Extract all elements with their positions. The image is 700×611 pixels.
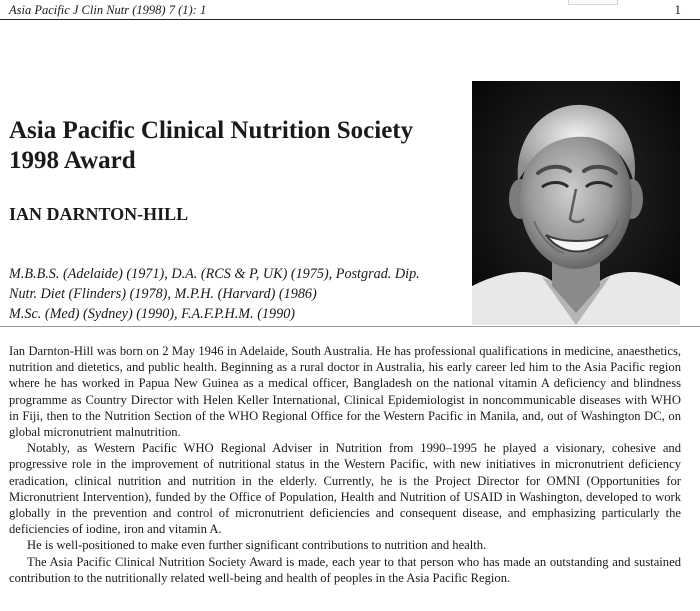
body-paragraph: Ian Darnton-Hill was born on 2 May 1946 in Adelaide, South Australia. He has professional qualifications in medicine, anaesthetics, nutrition and dietetics, and public health. Beginning as a rural doctor in Australia, his early career led him to the Asia Pacific region where he has worked in Papua New Guinea as a medical officer, Bangladesh on the national vitamin A deficiency and blindness programme as Country Director with Helen Keller International, Clinical Epidemiologist in noncommunicable diseases with WHO in Fiji, then to the Nutrition Section of the WHO Regional Office for the Western Pacific in Manila, and, out of Washington DC, on global micronutrient malnutrition. bbox=[9, 344, 681, 440]
qualification-line: M.Sc. (Med) (Sydney) (1990), F.A.F.P.H.M. (1990) bbox=[9, 306, 296, 322]
title-line: 1998 Award bbox=[9, 147, 136, 174]
article-title bbox=[9, 116, 459, 176]
running-head-citation: Asia Pacific J Clin Nutr (1998) 7 (1): 1 bbox=[9, 3, 207, 17]
page-number: 1 bbox=[674, 2, 681, 17]
portrait-photo bbox=[472, 81, 680, 325]
scan-artifact bbox=[568, 0, 618, 5]
body-paragraph: He is well-positioned to make even further significant contributions to nutrition and health. bbox=[27, 538, 487, 553]
qualification-line: Nutr. Diet (Flinders) (1978), M.P.H. (Harvard) (1986) bbox=[9, 286, 317, 302]
author-name: IAN DARNTON-HILL bbox=[9, 204, 189, 224]
qualifications bbox=[9, 264, 469, 324]
portrait-illustration bbox=[472, 81, 680, 325]
header-rule bbox=[0, 19, 700, 20]
body-paragraph: Notably, as Western Pacific WHO Regional Adviser in Nutrition from 1990–1995 he played a visionary, cohesive and progressive role in the improvement of nutritional status in the Western Pacific, with new initiatives in micronutrient deficiency eradication, clinical nutrition and nutrition in the elderly. Currently, he is the Project Director for OMNI (Opportunities for Micronutrient Intervention), funded by the Office of Population, Health and Nutrition of USAID in Washington, developed to work globally in the prevention and control of micronutrient deficiencies and consequent disease, and emphasizing particularly the deficiencies of iodine, iron and vitamin A. bbox=[9, 441, 681, 537]
article-body bbox=[9, 343, 681, 586]
body-paragraph: The Asia Pacific Clinical Nutrition Society Award is made, each year to that person who has made an outstanding and sustained contribution to the nutritionally related well-being and health of peoples in the Asia Pacific Region. bbox=[9, 554, 681, 585]
title-line: Asia Pacific Clinical Nutrition Society bbox=[9, 117, 414, 144]
section-rule bbox=[0, 326, 700, 327]
qualification-line: M.B.B.S. (Adelaide) (1971), D.A. (RCS & P, UK) (1975), Postgrad. Dip. bbox=[9, 266, 420, 282]
